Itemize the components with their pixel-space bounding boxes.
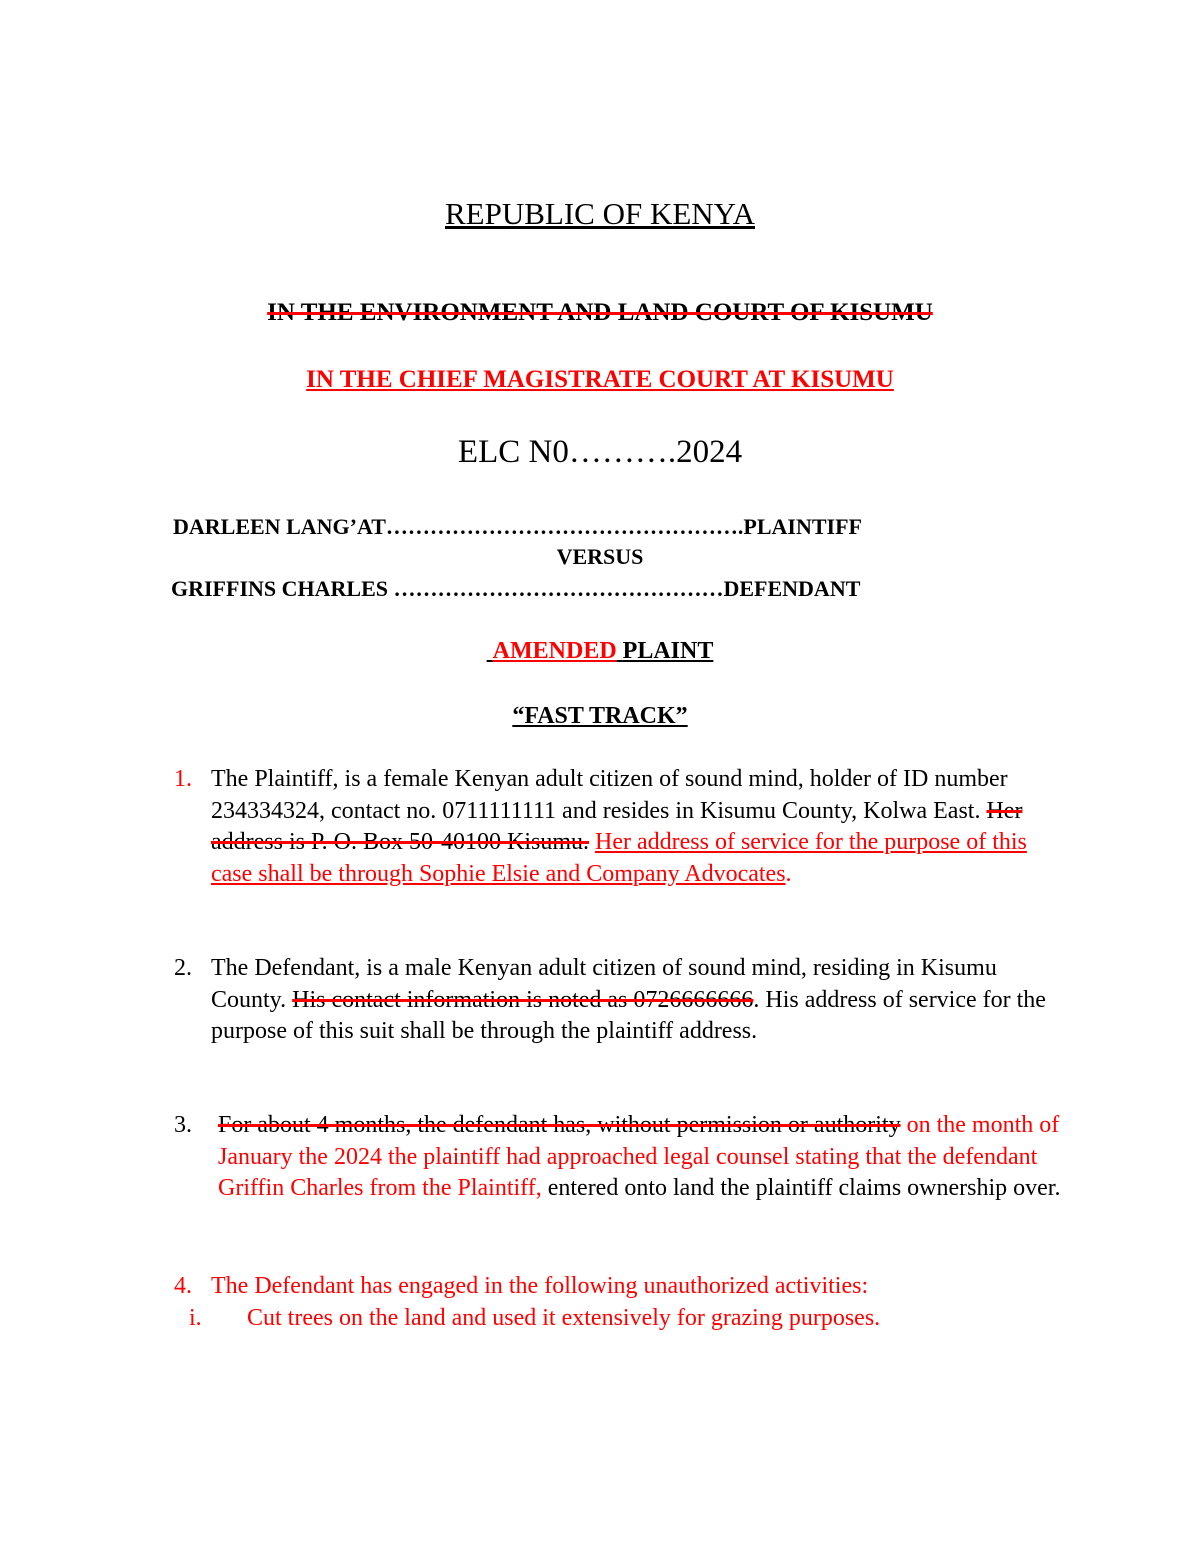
plaintiff-line: DARLEEN LANG’AT………………………………………….PLAINTIFF (173, 514, 862, 539)
paragraph-1-end: . (785, 860, 792, 887)
plaint-heading (0, 638, 1200, 665)
paragraph-1-text: The Plaintiff, is a female Kenyan adult citizen of sound mind, holder of ID number 234334324, contact no. 0711111111 and resides in Kisumu County, Kolwa East. (211, 766, 1008, 824)
paragraph-4-number: 4. (174, 1273, 192, 1299)
fast-track-label: “FAST TRACK” (512, 703, 688, 729)
paragraph-3 (218, 1110, 1078, 1205)
paragraph-2-text-b: . His address of service for the purpose of this suit shall be through the plaintiff address. (211, 986, 1046, 1044)
struck-court-text: IN THE ENVIRONMENT AND LAND COURT OF KISUMU (267, 299, 933, 326)
paragraph-4: The Defendant has engaged in the following unauthorized activities: (211, 1273, 869, 1299)
paragraph-2 (211, 953, 1071, 1048)
sub-item-text: Cut trees on the land and used it extensively for grazing purposes. (247, 1305, 881, 1331)
document-title: REPUBLIC OF KENYA (444, 196, 756, 231)
paragraph-1-inserted: Her address of service for the purpose of this case shall be through Sophie Elsie and Company Advocates (211, 829, 1027, 887)
paragraph-3-text-b: entered onto land the plaintiff claims ownership over. (541, 1175, 1061, 1201)
paragraph-2-text: The Defendant, is a male Kenyan adult citizen of sound mind, residing in Kisumu County. (211, 955, 997, 1013)
versus-label: VERSUS (556, 544, 644, 569)
paragraph-1-deleted: Her address is P. O. Box 50-40100 Kisumu. (211, 797, 1023, 855)
paragraph-3-inserted: on the month of January the 2024 the plaintiff had approached legal counsel stating that the defendant Griffin Charles from the Plaintiff, (218, 1112, 1060, 1201)
paragraph-3-deleted: For about 4 months, the defendant has, without permission or authority (218, 1112, 901, 1138)
paragraph-3-number: 3. (174, 1112, 192, 1138)
defendant-line: GRIFFINS CHARLES ………………………………………DEFENDANT (171, 576, 861, 601)
paragraph-1 (211, 764, 1071, 890)
paragraph-1-number: 1. (174, 766, 192, 792)
paragraph-2-number: 2. (174, 955, 192, 981)
court-heading: IN THE CHIEF MAGISTRATE COURT AT KISUMU (306, 366, 894, 393)
case-number: ELC N0……….2024 (457, 434, 743, 470)
plaint-label: PLAINT (622, 638, 714, 664)
struck-court-heading (0, 299, 1200, 327)
paragraph-2-deleted: His contact information is noted as 0726666666 (292, 986, 754, 1013)
amended-label: AMENDED (492, 638, 617, 664)
sub-item-number: i. (189, 1305, 202, 1331)
